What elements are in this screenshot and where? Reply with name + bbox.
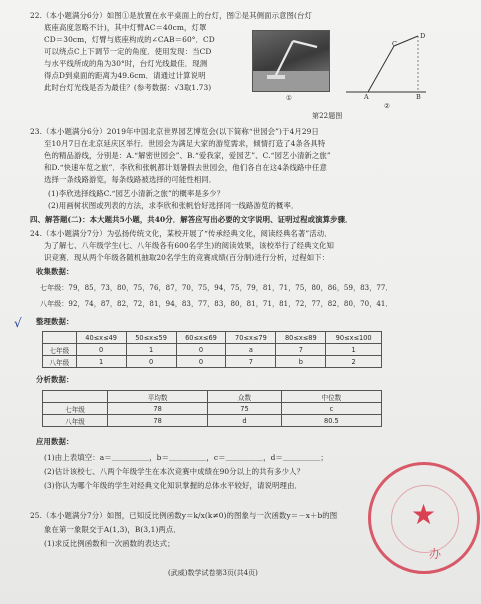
analyze-header-cell: 众数 [208,391,282,403]
apply-heading: 应用数据： [36,437,74,446]
table-cell: 75 [208,403,282,415]
organize-header-cell: 50≤x≤59 [126,332,176,344]
organize-header-cell: 40≤x≤49 [76,332,126,344]
organize-header-cell: 80≤x≤89 [276,332,326,344]
table-cell: 八年级 [43,415,108,427]
analyze-header-cell: 平均数 [108,391,208,403]
q22-figure [252,30,428,112]
q23-line2: 至10月7日在北京延庆区举行．世园会为满足大家的游览需求，倾情打造了4条各具特 [44,139,326,148]
point-C: C [392,40,397,48]
organize-header-cell: 60≤x≤69 [176,332,226,344]
q24-sub1: (1)由上表填空：a＝＿＿＿＿＿，b＝＿＿＿＿＿，c＝＿＿＿＿＿，d＝＿＿＿＿＿； [44,453,328,462]
table-cell: 1 [76,356,126,368]
lamp-photo [252,30,330,92]
table-cell: 1 [326,344,382,356]
q24-sub3: (3)你认为哪个年级的学生对经典文化知识掌握的总体水平较好，请说明理由． [44,481,302,490]
analyze-header-cell [43,391,108,403]
table-cell: 七年级 [43,403,108,415]
q24-line1: 24.（本小题满分7分）为弘扬传统文化，某校开展了“传承经典文化，阅读经典名著”活动． [30,229,332,238]
q23-line5: 选择一条线路游览，每条线路被选择的可能性相同． [44,175,217,184]
point-B: B [416,93,421,101]
grade8-data: 八年级：92，74，87，82，72，81，94，83，77，83，80，81，71，81，72，77，82，80，70，41． [40,300,393,308]
q22-line2: 底座高度忽略不计)，其中灯臂AC＝40cm，灯罩 [44,23,207,32]
q22-line1: 22.（本小题满分6分）如图①是放置在水平桌面上的台灯，图②是其侧面示意图(台灯 [30,11,313,20]
page-footer: (武威)数学试卷第3页(共4页) [168,569,258,577]
q25-line1: 25.（本小题满分7分）如图，已知反比例函数y＝k/x(k≠0)的图象与一次函数y＝－x＋b的图 [30,511,338,520]
q22-line3: CD＝30cm，灯臂与底座构成的∠CAB＝60°．CD [44,35,215,44]
analyze-table-header [43,391,382,403]
table-cell: 0 [176,356,226,368]
analyze-header-cell: 中位数 [281,391,381,403]
table-cell: a [226,344,276,356]
table-cell: 0 [126,356,176,368]
table-cell: 78 [108,415,208,427]
table-cell: 78 [108,403,208,415]
q23-line3: 色的精品游线，分别是：A.“解密世园会”、B.“爱我家，爱园艺”、C.“园艺小清新之旅” [44,151,331,160]
star-icon: ★ [411,498,437,531]
analyze-table [42,390,382,427]
table-cell: b [276,356,326,368]
q22-line5: 与水平线所成的角为30°时，台灯光线最佳．现测 [44,59,208,68]
table-row [43,344,382,356]
table-row [43,356,382,368]
table-cell: 7 [276,344,326,356]
q23-sub2: (2)用画树状图或列表的方法，求李欣和张帆恰好选择同一线路游览的概率． [48,201,299,210]
side-diagram [338,30,428,100]
table-cell: 7 [226,356,276,368]
q24-sub2: (2)估计该校七、八两个年级学生在本次竞赛中成绩在90分以上的共有多少人？ [44,467,305,476]
table-cell: 2 [326,356,382,368]
handwritten-check-icon: √ [14,316,22,330]
organize-header-cell: 70≤x≤79 [226,332,276,344]
table-cell: 七年级 [43,344,77,356]
organize-table [42,331,382,368]
table-cell: 80.5 [281,415,381,427]
point-A: A [364,93,369,101]
q22-line4: 可以绕点C上下调节一定的角度．使用发现：当CD [44,47,212,56]
section-4-heading: 四、解答题(二)：本大题共5小题，共40分．解答应写出必要的文字说明、证明过程或演算步骤． [30,215,353,224]
collect-heading: 收集数据： [36,267,74,276]
organize-header-cell [43,332,77,344]
table-cell: 八年级 [43,356,77,368]
table-cell: c [281,403,381,415]
table-cell: 1 [126,344,176,356]
q23-line1: 23.（本小题满分6分）2019年中国北京世界园艺博览会(以下简称“世园会”)于4月29日 [30,127,319,136]
q24-line2: 为了解七、八年级学生(七、八年级各有600名学生)的阅读效果，该校举行了经典文化知 [44,241,335,250]
q24-line3: 识竞赛．现从两个年级各随机抽取20名学生的竞赛成绩(百分制)进行分析，过程如下： [44,253,330,262]
fig-label-1: ① [286,94,292,102]
q23-sub1: (1)李欣选择线路C.“园艺小清新之旅”的概率是多少？ [48,189,225,198]
lamp-photo-drawing [253,31,329,91]
table-cell: 0 [76,344,126,356]
table-row [43,403,382,415]
q22-line6: 得点D到桌面的距离为49.6cm．请通过计算说明 [44,71,206,80]
seal-stamp [368,462,480,574]
seal-text: 办 [429,547,442,561]
point-D: D [420,32,426,40]
organize-header-cell: 90≤x≤100 [326,332,382,344]
table-cell: 0 [176,344,226,356]
analyze-heading: 分析数据： [36,375,74,384]
table-cell: d [208,415,282,427]
q25-line2: 象在第一象限交于A(1,3)，B(3,1)两点． [44,525,181,534]
table-row [43,415,382,427]
q25-sub1: (1)求反比例函数和一次函数的表达式； [44,539,175,548]
q22-line7: 此时台灯光线是否为最佳？(参考数据：√3取1.73) [44,83,212,92]
fig-label-2: ② [384,102,390,110]
organize-table-header [43,332,382,344]
q22-figure-caption: 第22题图 [312,112,343,120]
organize-heading: 整理数据： [36,317,74,326]
grade7-data: 七年级：79，85，73，80，75，76，87，70，75，94，75，79，81，71，75，80，86，59，83，77． [40,284,393,292]
q23-line4: 和D.“快速车览之旅”．李欣和张帆都计划暑假去世园会，他们各自在这4条线路中任意 [44,163,327,172]
